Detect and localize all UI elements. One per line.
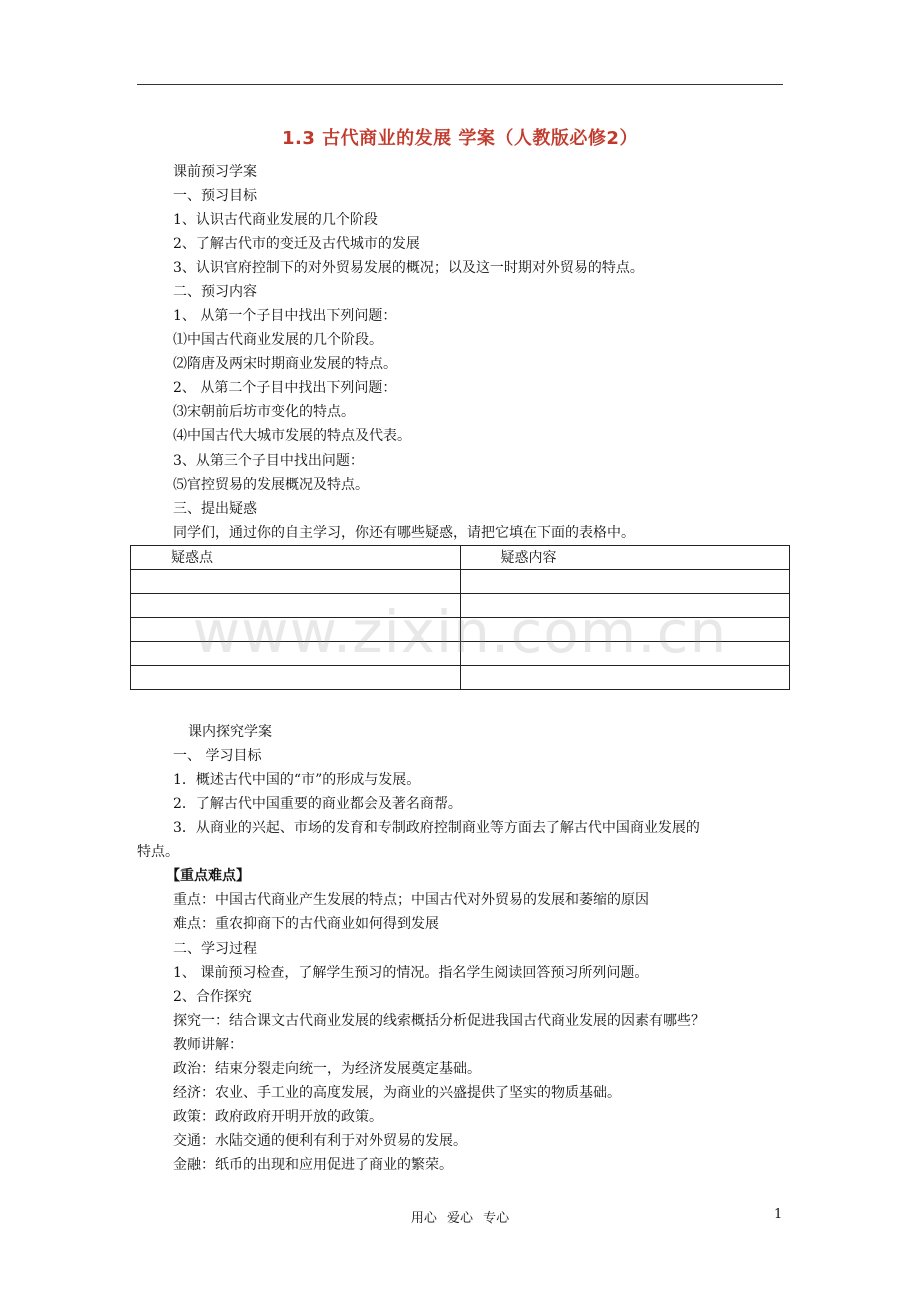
process-item-1: 1、 课前预习检查，了解学生预习的情况。指名学生阅读回答预习所列问题。 bbox=[173, 965, 649, 981]
preview-content-1: 1、 从第一个子目中找出下列问题： bbox=[173, 308, 397, 324]
key-point: 重点：中国古代商业产生发展的特点；中国古代对外贸易的发展和萎缩的原因 bbox=[173, 892, 649, 908]
table-header-doubt-content: 疑惑内容 bbox=[460, 546, 790, 570]
process-item-4: 教师讲解： bbox=[173, 1037, 243, 1053]
process-item-6: 经济：农业、手工业的高度发展，为商业的兴盛提供了坚实的物质基础。 bbox=[173, 1085, 621, 1101]
inquiry-goals-heading: 一、 学习目标 bbox=[173, 748, 262, 764]
process-heading: 二、学习过程 bbox=[173, 941, 257, 957]
table-cell[interactable] bbox=[131, 570, 461, 594]
inquiry-heading: 课内探究学案 bbox=[188, 724, 272, 740]
watermark: www.zixin.com.cn bbox=[192, 598, 728, 666]
inquiry-goal-3-line-1: 3．从商业的兴起、市场的发育和专制政府控制商业等方面去了解古代中国商业发展的 bbox=[173, 820, 700, 836]
preview-doubt-heading: 三、提出疑惑 bbox=[173, 501, 257, 517]
document-title: 1.3 古代商业的发展 学案（人教版必修2） bbox=[282, 128, 638, 149]
page-number: 1 bbox=[774, 1207, 783, 1222]
header-rule bbox=[137, 84, 783, 85]
table-header-row bbox=[131, 546, 790, 570]
table-row bbox=[131, 570, 790, 594]
preview-goal-3: 3、认识官府控制下的对外贸易发展的概况；以及这一时期对外贸易的特点。 bbox=[173, 260, 644, 276]
preview-content-heading: 二、预习内容 bbox=[173, 284, 257, 300]
inquiry-goal-3-line-2: 特点。 bbox=[137, 844, 179, 860]
preview-goals-heading: 一、预习目标 bbox=[173, 188, 257, 204]
table-header-doubt-point: 疑惑点 bbox=[131, 546, 461, 570]
preview-content-3: ⑵隋唐及两宋时期商业发展的特点。 bbox=[173, 356, 397, 372]
key-points-heading: 【重点难点】 bbox=[166, 868, 250, 884]
process-item-9: 金融：纸币的出现和应用促进了商业的繁荣。 bbox=[173, 1157, 453, 1173]
preview-content-2: ⑴中国古代商业发展的几个阶段。 bbox=[173, 332, 383, 348]
preview-goal-2: 2、了解古代市的变迁及古代城市的发展 bbox=[173, 236, 420, 252]
footer-text: 用心 爱心 专心 bbox=[410, 1211, 510, 1226]
inquiry-goal-2: 2．了解古代中国重要的商业都会及著名商帮。 bbox=[173, 796, 462, 812]
table-row bbox=[131, 666, 790, 690]
preview-content-5: ⑶宋朝前后坊市变化的特点。 bbox=[173, 404, 355, 420]
preview-doubt-intro: 同学们，通过你的自主学习，你还有哪些疑惑，请把它填在下面的表格中。 bbox=[173, 525, 635, 541]
table-cell[interactable] bbox=[460, 666, 790, 690]
process-item-3: 探究一：结合课文古代商业发展的线索概括分析促进我国古代商业发展的因素有哪些？ bbox=[173, 1013, 705, 1029]
preview-content-6: ⑷中国古代大城市发展的特点及代表。 bbox=[173, 428, 411, 444]
process-item-2: 2、合作探究 bbox=[173, 989, 252, 1005]
preview-content-4: 2、 从第二个子目中找出下列问题： bbox=[173, 380, 397, 396]
preview-heading: 课前预习学案 bbox=[173, 164, 257, 180]
preview-goal-1: 1、认识古代商业发展的几个阶段 bbox=[173, 212, 378, 228]
preview-content-8: ⑸官控贸易的发展概况及特点。 bbox=[173, 477, 369, 493]
process-item-8: 交通：水陆交通的便利有利于对外贸易的发展。 bbox=[173, 1133, 467, 1149]
table-cell[interactable] bbox=[460, 570, 790, 594]
difficult-point: 难点：重农抑商下的古代商业如何得到发展 bbox=[173, 916, 439, 932]
table-cell[interactable] bbox=[131, 666, 461, 690]
inquiry-goal-1: 1．概述古代中国的“市”的形成与发展。 bbox=[173, 772, 421, 788]
process-item-7: 政策：政府政府开明开放的政策。 bbox=[173, 1109, 383, 1125]
process-item-5: 政治：结束分裂走向统一，为经济发展奠定基础。 bbox=[173, 1061, 481, 1077]
preview-content-7: 3、从第三个子目中找出问题： bbox=[173, 453, 364, 469]
